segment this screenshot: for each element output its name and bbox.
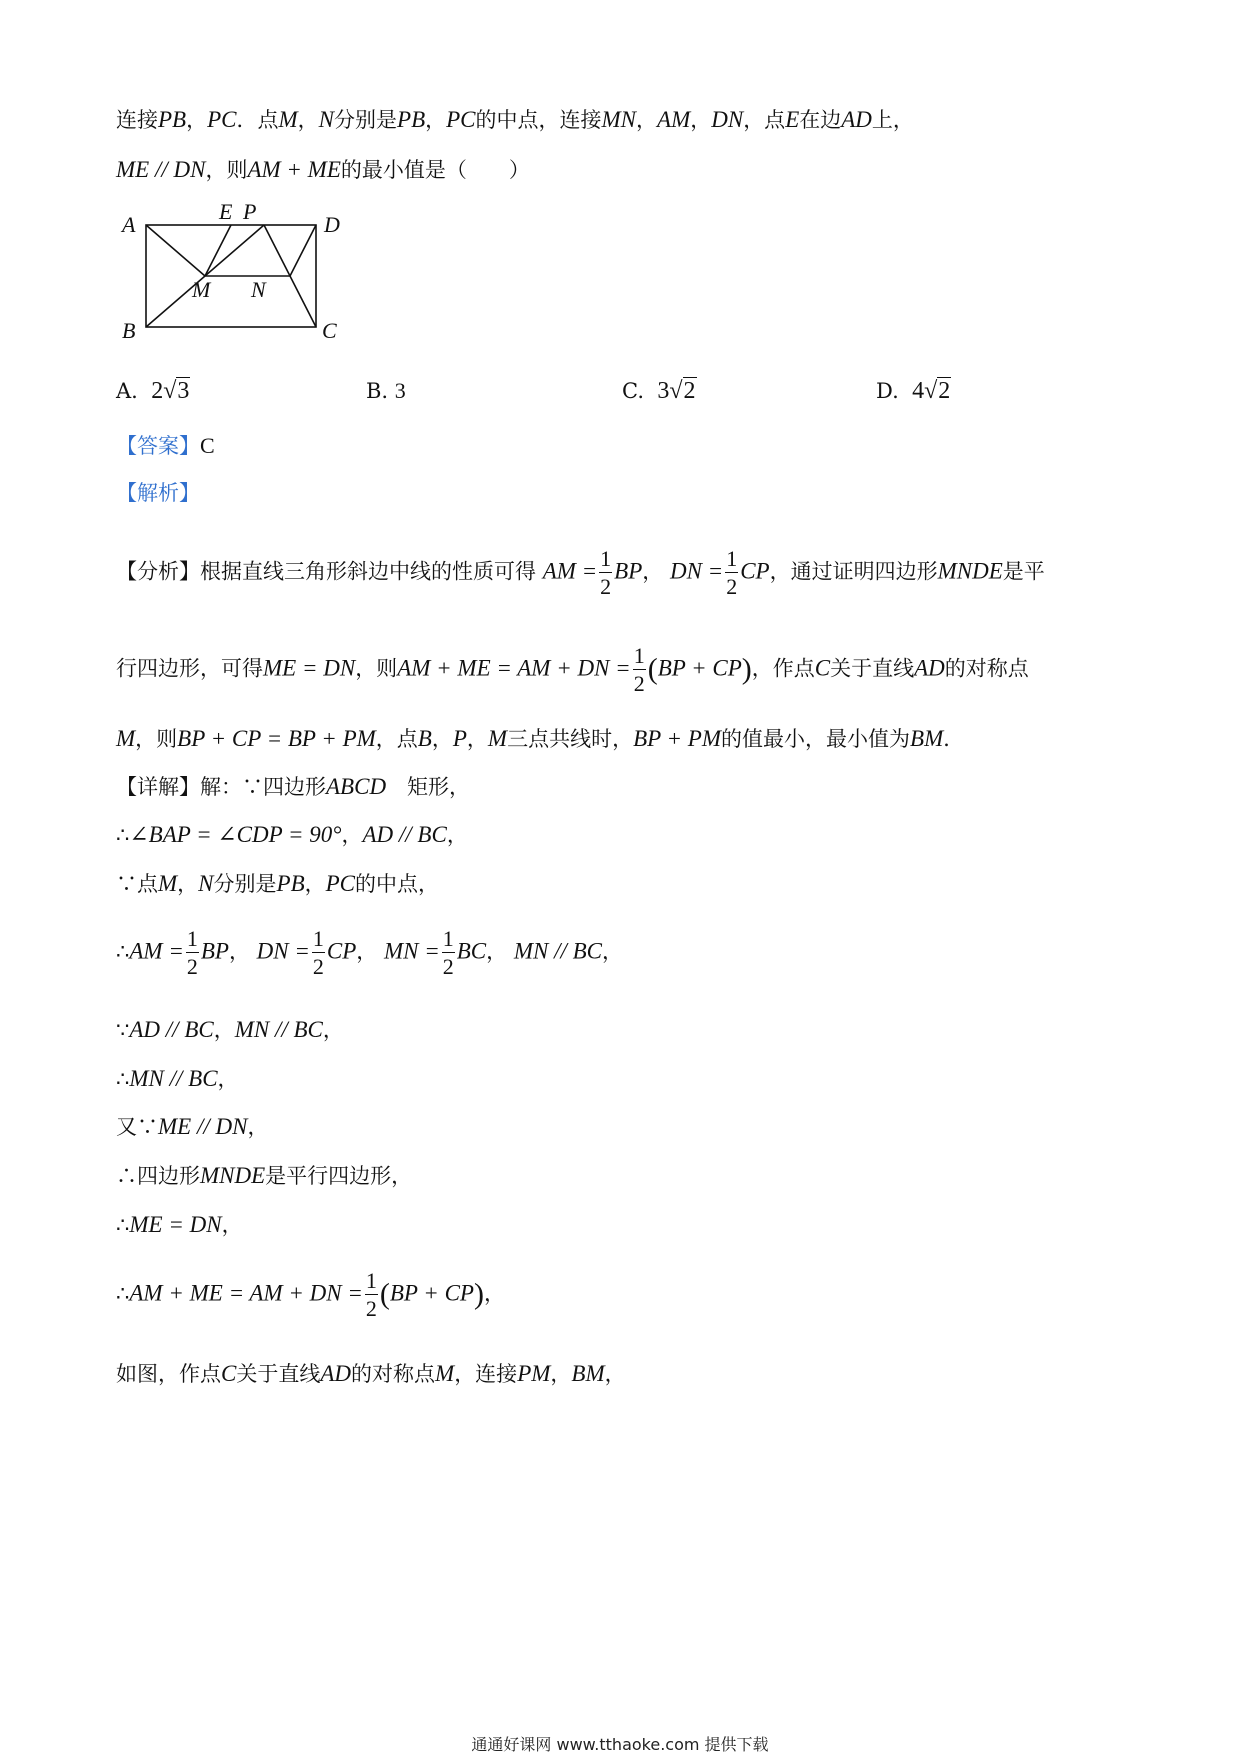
- fenxi-line-1: 【分析】根据直线三角形斜边中线的性质可得 AM = $\frac{1}{2}$ BP， DN = $\frac{1}{2}$ CP，通过证明四边形MNDE是平: [116, 546, 1045, 599]
- label-p: P: [243, 199, 257, 224]
- label-a: A: [122, 212, 136, 237]
- label-m: M: [192, 277, 211, 302]
- label-b: B: [122, 318, 136, 343]
- option-a: A. 2√3: [116, 378, 190, 404]
- detail-line-5: ∵AD // BC，MN // BC，: [116, 1017, 344, 1042]
- option-d: D. 4√2: [876, 378, 951, 404]
- label-d: D: [324, 212, 340, 237]
- label-c: C: [322, 318, 337, 343]
- detail-line-4: ∴AM = $\frac{1}{2}$ BP， DN = $\frac{1}{2}$ CP， MN = $\frac{1}{2}$ BC， MN // BC，: [116, 926, 623, 979]
- detail-line-1: 【详解】解：∵四边形ABCD 矩形，: [116, 774, 471, 799]
- label-n: N: [251, 277, 266, 302]
- detail-line-3: ∵点M，N分别是PB，PC的中点，: [116, 871, 440, 896]
- label-e: E: [219, 199, 233, 224]
- page-footer: 通通好课网 www.tthaoke.com 提供下载: [471, 1735, 769, 1754]
- question-line-1: 连接PB，PC．点M，N分别是PB，PC的中点，连接MN，AM，DN，点E在边AD上，: [116, 107, 914, 132]
- segment-dn: [290, 225, 316, 276]
- option-b: B. 3: [366, 378, 406, 403]
- detail-line-9: ∴ME = DN，: [116, 1212, 243, 1237]
- fenxi-line-2: 行四边形，可得ME = DN，则AM + ME = AM + DN = $\frac{1}{2}$ (BP + CP)，作点C关于直线AD的对称点: [116, 643, 1029, 696]
- answer-tag: 【答案】: [116, 434, 200, 458]
- detail-line-7: 又∵ME // DN，: [116, 1114, 269, 1139]
- answer-line: [116, 435, 215, 457]
- question-line-2: ME // DN，则AM + ME的最小值是（ ）: [116, 157, 530, 182]
- detail-line-8: ∴四边形MNDE是平行四边形，: [116, 1163, 413, 1188]
- detail-line-6: ∴MN // BC，: [116, 1066, 239, 1091]
- geometry-figure: [112, 197, 352, 347]
- detail-line-10: ∴AM + ME = AM + DN = $\frac{1}{2}$ (BP + CP)，: [116, 1268, 505, 1321]
- detail-line-11: 如图，作点C关于直线AD的对称点M，连接PM，BM，: [116, 1361, 626, 1386]
- detail-line-2: ∴∠BAP = ∠CDP = 90°，AD // BC，: [116, 822, 468, 847]
- fenxi-line-3: M，则BP + CP = BP + PM，点B，P，M三点共线时，BP + PM的值最小，最小值为BM．: [116, 726, 965, 751]
- option-c: C. 3√2: [622, 378, 696, 404]
- answer-value: C: [200, 433, 215, 458]
- segment-me: [205, 225, 231, 276]
- segment-am: [146, 225, 205, 276]
- analysis-tag: 【解析】: [116, 481, 200, 505]
